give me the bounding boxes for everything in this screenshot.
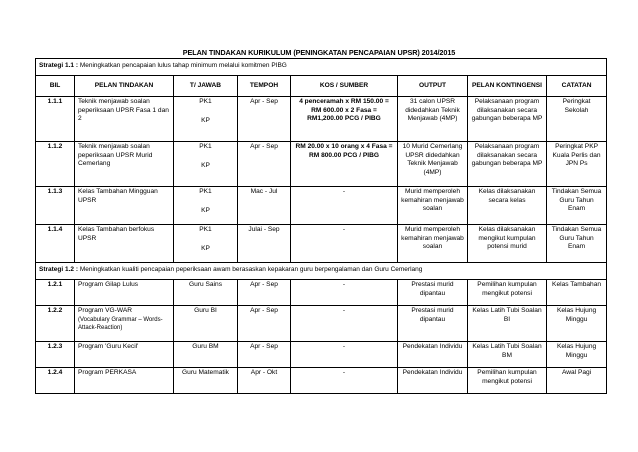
tjawab-cell xyxy=(174,225,238,263)
table-row xyxy=(36,368,607,394)
catatan-cell: Tindakan Semua Guru Tahun Enam xyxy=(547,225,607,263)
kontingensi-cell: Pemilihan kumpulan mengikut potensi xyxy=(468,280,547,306)
header-cell: PELAN KONTINGENSI xyxy=(468,76,547,97)
table-row xyxy=(36,142,607,187)
pelan-cell: Teknik menjawab soalan peperiksaan UPSR Murid Cemerlang xyxy=(75,142,174,187)
strategy-row xyxy=(36,59,607,76)
catatan-cell: Awal Pagi xyxy=(547,368,607,394)
header-cell: PELAN TINDAKAN xyxy=(75,76,174,97)
tjawab-cell xyxy=(174,97,238,142)
kontingensi-cell: Pelaksanaan program dilaksanakan secara gabungan beberapa MP xyxy=(468,142,547,187)
catatan-cell: Kelas Hujung Minggu xyxy=(547,342,607,368)
tempoh-cell: Apr - Okt xyxy=(238,368,291,394)
header-cell: KOS / SUMBER xyxy=(291,76,398,97)
strategy-label: Strategi 1.1 : xyxy=(39,62,79,69)
output-cell: Murid memperoleh kemahiran menjawab soalan xyxy=(398,225,468,263)
tjawab-primary: PK1 xyxy=(199,188,212,195)
strategy-label: Strategi 1.2 : xyxy=(39,266,79,273)
output-cell: 31 calon UPSR didedahkan Teknik Menjawab (4MP) xyxy=(398,97,468,142)
kos-cell: 4 penceramah x RM 150.00 = RM 600.00 x 2 Fasa = RM1,200.00 PCG / PIBG xyxy=(291,97,398,142)
kos-cell: - xyxy=(291,306,398,342)
header-cell: CATATAN xyxy=(547,76,607,97)
header-row xyxy=(36,76,607,97)
kos-cell: - xyxy=(291,187,398,225)
tjawab-primary: PK1 xyxy=(199,98,212,105)
kontingensi-cell: Kelas Latih Tubi Soalan BM xyxy=(468,342,547,368)
tjawab-cell: Guru Sains xyxy=(174,280,238,306)
tjawab-cell: Guru BI xyxy=(174,306,238,342)
tjawab-cell xyxy=(174,187,238,225)
kos-cell: RM 20.00 x 10 orang x 4 Fasa = RM 800.00 PCG / PIBG xyxy=(291,142,398,187)
tjawab-cell xyxy=(174,142,238,187)
bil-cell: 1.1.2 xyxy=(36,142,75,187)
pelan-subtitle: (Vocabulary Grammar – Words-Attack-Reaction) xyxy=(78,316,163,332)
kos-cell: - xyxy=(291,342,398,368)
strategy-row xyxy=(36,263,607,280)
tjawab-cell: Guru BM xyxy=(174,342,238,368)
tjawab-secondary: KP xyxy=(201,116,210,124)
catatan-cell: Tindakan Semua Guru Tahun Enam xyxy=(547,187,607,225)
pelan-cell: Program Gilap Lulus xyxy=(75,280,174,306)
tempoh-cell: Apr - Sep xyxy=(238,306,291,342)
kontingensi-cell: Kelas Latih Tubi Soalan BI xyxy=(468,306,547,342)
kontingensi-cell: Pemilihan kumpulan mengikut potensi xyxy=(468,368,547,394)
tempoh-cell: Apr - Sep xyxy=(238,142,291,187)
output-cell: Pendekatan Individu xyxy=(398,342,468,368)
table-row xyxy=(36,225,607,263)
pelan-cell xyxy=(75,306,174,342)
kontingensi-cell: Kelas dilaksanakan mengikut kumpulan potensi murid xyxy=(468,225,547,263)
tempoh-cell: Apr - Sep xyxy=(238,97,291,142)
tjawab-primary: PK1 xyxy=(199,226,212,233)
tjawab-primary: PK1 xyxy=(199,143,212,150)
pelan-cell: Teknik menjawab soalan peperiksaan UPSR Fasa 1 dan 2 xyxy=(75,97,174,142)
bil-cell: 1.2.4 xyxy=(36,368,75,394)
header-cell: TEMPOH xyxy=(238,76,291,97)
header-cell: BIL xyxy=(36,76,75,97)
tempoh-cell: Apr - Sep xyxy=(238,280,291,306)
kontingensi-cell: Pelaksanaan program dilaksanakan secara gabungan beberapa MP xyxy=(468,97,547,142)
strategy-1-cell xyxy=(36,59,607,76)
tjawab-secondary: KP xyxy=(201,244,210,252)
output-cell: 10 Murid Cemerlang UPSR didedahkan Teknik Menjawab (4MP) xyxy=(398,142,468,187)
tempoh-cell: Julai - Sep xyxy=(238,225,291,263)
pelan-title: Program VG-WAR xyxy=(78,307,132,314)
bil-cell: 1.1.4 xyxy=(36,225,75,263)
header-cell: OUTPUT xyxy=(398,76,468,97)
tempoh-cell: Apr - Sep xyxy=(238,342,291,368)
table-row xyxy=(36,187,607,225)
tjawab-secondary: KP xyxy=(201,161,210,169)
strategy-2-cell xyxy=(36,263,607,280)
tempoh-cell: Mac - Jul xyxy=(238,187,291,225)
kos-cell: - xyxy=(291,225,398,263)
output-cell: Prestasi murid dipantau xyxy=(398,306,468,342)
output-cell: Murid memperoleh kemahiran menjawab soalan xyxy=(398,187,468,225)
kontingensi-cell: Kelas dilaksanakan secara kelas xyxy=(468,187,547,225)
table-row xyxy=(36,306,607,342)
tjawab-secondary: KP xyxy=(201,206,210,214)
catatan-cell: Kelas Tambahan xyxy=(547,280,607,306)
table-row xyxy=(36,342,607,368)
bil-cell: 1.2.1 xyxy=(36,280,75,306)
bil-cell: 1.2.2 xyxy=(36,306,75,342)
catatan-cell: Kelas Hujung Minggu xyxy=(547,306,607,342)
strategy-text: Meningkatkan pencapaian lulus tahap minimum melalui komitmen PIBG xyxy=(79,62,287,69)
action-plan-table xyxy=(35,58,607,394)
kos-cell: - xyxy=(291,368,398,394)
tjawab-cell: Guru Matematik xyxy=(174,368,238,394)
catatan-cell: Peringkat Sekolah xyxy=(547,97,607,142)
kos-cell: - xyxy=(291,280,398,306)
catatan-cell: Peringkat PKP Kuala Perlis dan JPN Ps xyxy=(547,142,607,187)
strategy-text: Meningkatkan kualiti pencapaian peperiksaan awam berasaskan kepakaran guru berpengalaman dan Guru Cemerlang xyxy=(79,266,423,273)
output-cell: Pendekatan Individu xyxy=(398,368,468,394)
pelan-cell: Kelas Tambahan Mingguan UPSR xyxy=(75,187,174,225)
document-title: PELAN TINDAKAN KURIKULUM (PENINGKATAN PENCAPAIAN UPSR) 2014/2015 xyxy=(182,48,456,57)
pelan-cell: Program 'Guru Kecil' xyxy=(75,342,174,368)
pelan-cell: Kelas Tambahan berfokus UPSR xyxy=(75,225,174,263)
bil-cell: 1.2.3 xyxy=(36,342,75,368)
output-cell: Prestasi murid dipantau xyxy=(398,280,468,306)
table-row xyxy=(36,97,607,142)
header-cell: T/ JAWAB xyxy=(174,76,238,97)
bil-cell: 1.1.3 xyxy=(36,187,75,225)
bil-cell: 1.1.1 xyxy=(36,97,75,142)
pelan-cell: Program PERKASA xyxy=(75,368,174,394)
table-row xyxy=(36,280,607,306)
